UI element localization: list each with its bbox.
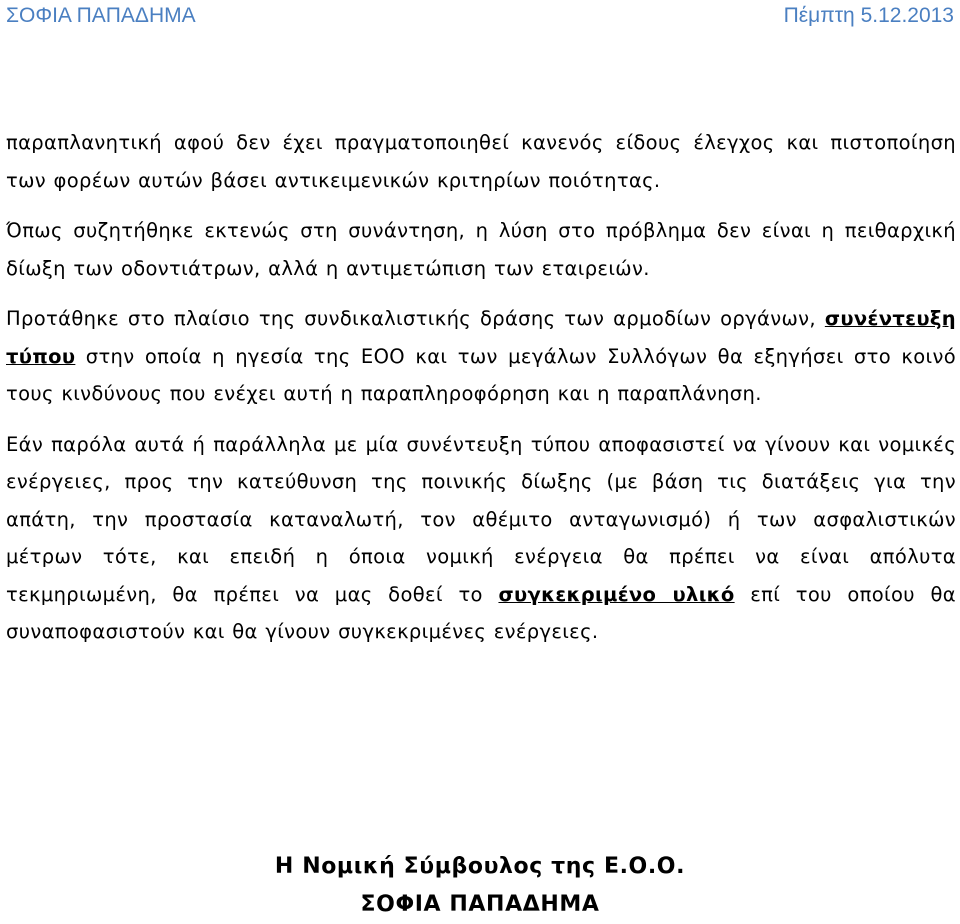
press-conference-emphasis: συνέντευξη τύπου (6, 307, 956, 368)
page-header (6, 4, 954, 34)
paragraph-1: παραπλανητική αφού δεν έχει πραγματοποιηθεί κανενός είδους έλεγχος και πιστοποίηση των φορέων αυτών βάσει αντικειμενικών κριτηρίων ποιότητας. (6, 131, 956, 192)
paragraph-4-rest: επί του οποίου θα συναποφασιστούν και θα γίνουν συγκεκριμένες ενέργειες. (6, 582, 956, 643)
document-body (6, 124, 956, 651)
paragraph-3-intro: Προτάθηκε στο πλαίσιο της συνδικαλιστικής δράσης των αρμοδίων οργάνων, (6, 307, 825, 330)
paragraph-2: Όπως συζητήθηκε εκτενώς στη συνάντηση, η λύση στο πρόβλημα δεν είναι η πειθαρχική δίωξη των οδοντιάτρων, αλλά η αντιμετώπιση των εταιρειών. (6, 219, 956, 280)
signature-block (0, 848, 960, 924)
signature-title: Η Νομική Σύμβουλος της Ε.Ο.Ο. (274, 854, 686, 879)
specific-material-emphasis: συγκεκριμένο υλικό (498, 582, 735, 606)
paragraph-4 (6, 426, 956, 651)
header-date: Πέμπτη 5.12.2013 (783, 4, 954, 27)
signature-name: ΣΟΦΙΑ ΠΑΠΑΔΗΜΑ (360, 892, 600, 917)
header-author: ΣΟΦΙΑ ΠΑΠΑΔΗΜΑ (6, 4, 196, 27)
paragraph-3 (6, 300, 956, 413)
paragraph-3-rest: στην οποία η ηγεσία της ΕΟΟ και των μεγάλων Συλλόγων θα εξηγήσει στο κοινό τους κινδύνους που ενέχει αυτή η παραπληροφόρηση και η παραπλάνηση. (6, 344, 956, 405)
paragraph-4-intro: Εάν παρόλα αυτά ή παράλληλα με μία συνέντευξη τύπου αποφασιστεί να γίνουν και νομικές ενέργειες, προς την κατεύθυνση της ποινικής δίωξης (με βάση τις διατάξεις για την απάτη, την προστασία καταναλωτή, τον αθέμιτο ανταγωνισμό) ή των ασφαλιστικών μέτρων τότε, και επειδή η όποια νομική ενέργεια θα πρέπει να είναι απόλυτα τεκμηριωμένη, θα πρέπει να μας δοθεί το (6, 432, 956, 606)
